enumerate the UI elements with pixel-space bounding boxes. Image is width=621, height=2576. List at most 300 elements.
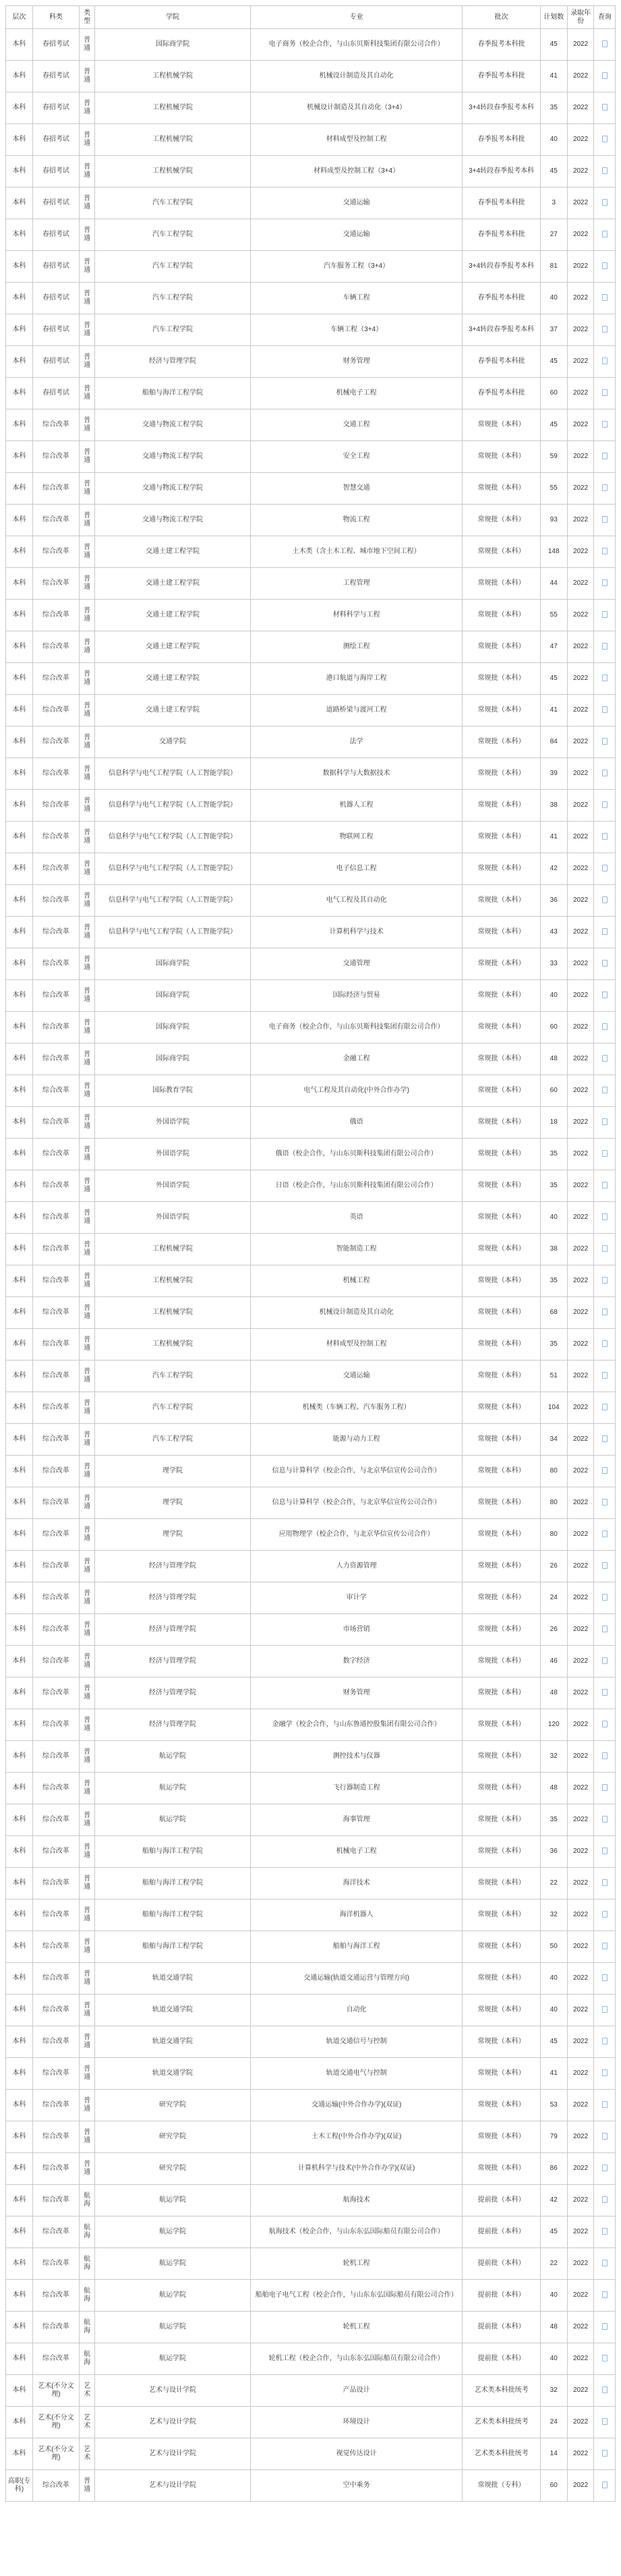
college-cell: 国际商学院: [95, 1012, 251, 1043]
query-cell[interactable]: [594, 536, 616, 568]
type-cell: 普通: [80, 124, 95, 156]
year-cell: 2022: [567, 536, 594, 568]
query-cell[interactable]: [594, 2280, 616, 2312]
query-cell[interactable]: [594, 156, 616, 188]
query-cell[interactable]: [594, 2312, 616, 2343]
table-row: [6, 2185, 616, 2216]
year-cell: 2022: [567, 1995, 594, 2026]
query-cell[interactable]: [594, 2185, 616, 2216]
query-link-icon[interactable]: [602, 2355, 608, 2362]
query-link-icon[interactable]: [602, 2101, 608, 2108]
query-link-icon[interactable]: [602, 1087, 608, 1093]
batch-cell: 常规批（本科）: [463, 2121, 540, 2153]
query-link-icon[interactable]: [602, 1245, 608, 1252]
college-cell: 汽车工程学院: [95, 1424, 251, 1456]
plan-count-cell: 33: [540, 948, 567, 980]
query-link-icon[interactable]: [602, 72, 608, 79]
query-cell[interactable]: [594, 600, 616, 631]
query-cell[interactable]: [594, 409, 616, 441]
query-cell[interactable]: [594, 1456, 616, 1487]
query-link-icon[interactable]: [602, 1657, 608, 1664]
query-cell[interactable]: [594, 1329, 616, 1361]
batch-cell: 常规批（本科）: [463, 409, 540, 441]
query-cell[interactable]: [594, 2216, 616, 2248]
query-cell[interactable]: [594, 2343, 616, 2375]
query-cell[interactable]: [594, 631, 616, 663]
level-cell: 本科: [6, 251, 33, 283]
query-link-icon[interactable]: [602, 1943, 608, 1949]
query-link-icon[interactable]: [602, 40, 608, 47]
plan-count-cell: 45: [540, 29, 567, 61]
query-cell[interactable]: [594, 2153, 616, 2185]
college-cell: 工程机械学院: [95, 61, 251, 92]
year-cell: 2022: [567, 663, 594, 695]
college-cell: 研究学院: [95, 2090, 251, 2121]
level-cell: 本科: [6, 695, 33, 726]
query-cell[interactable]: [594, 1424, 616, 1456]
major-cell: 自动化: [250, 1995, 463, 2026]
query-cell[interactable]: [594, 1170, 616, 1202]
query-link-icon[interactable]: [602, 865, 608, 871]
type-cell: 普通: [80, 1392, 95, 1424]
year-cell: 2022: [567, 1234, 594, 1265]
query-cell[interactable]: [594, 885, 616, 917]
query-link-icon[interactable]: [602, 1118, 608, 1125]
plan-count-cell: 38: [540, 790, 567, 822]
category-cell: 春招考试: [32, 314, 79, 346]
query-link-icon[interactable]: [602, 770, 608, 776]
major-cell: 法学: [250, 726, 463, 758]
query-link-icon[interactable]: [602, 611, 608, 618]
college-cell: 汽车工程学院: [95, 283, 251, 314]
query-link-icon[interactable]: [602, 167, 608, 174]
query-link-icon[interactable]: [602, 2482, 608, 2488]
query-link-icon[interactable]: [602, 516, 608, 523]
college-cell: 信息科学与电气工程学院（人工智能学院）: [95, 758, 251, 790]
batch-cell: 提前批（本科）: [463, 2216, 540, 2248]
plan-count-cell: 80: [540, 1519, 567, 1551]
query-cell[interactable]: [594, 2058, 616, 2090]
query-link-icon[interactable]: [602, 484, 608, 491]
query-link-icon[interactable]: [602, 453, 608, 459]
query-cell[interactable]: [594, 2026, 616, 2058]
query-cell[interactable]: [594, 283, 616, 314]
query-link-icon[interactable]: [602, 579, 608, 586]
plan-count-cell: 42: [540, 853, 567, 885]
year-cell: 2022: [567, 2121, 594, 2153]
major-cell: 船舶电子电气工程（校企合作，与山东东弘国际船员有限公司合作）: [250, 2280, 463, 2312]
query-link-icon[interactable]: [602, 231, 608, 237]
query-cell[interactable]: [594, 1297, 616, 1329]
type-cell: 普通: [80, 1963, 95, 1995]
query-link-icon[interactable]: [602, 548, 608, 554]
query-cell[interactable]: [594, 663, 616, 695]
query-link-icon[interactable]: [602, 1562, 608, 1569]
college-cell: 外国语学院: [95, 1139, 251, 1170]
query-link-icon[interactable]: [602, 2133, 608, 2140]
batch-cell: 3+4转段春季报考本科: [463, 92, 540, 124]
query-link-icon[interactable]: [602, 2260, 608, 2266]
type-cell: 普通: [80, 156, 95, 188]
table-row: [6, 1614, 616, 1646]
query-link-icon[interactable]: [602, 1974, 608, 1981]
batch-cell: 常规批（本科）: [463, 505, 540, 536]
query-link-icon[interactable]: [602, 1150, 608, 1157]
query-link-icon[interactable]: [602, 1213, 608, 1220]
batch-cell: 3+4转段春季报考本科: [463, 251, 540, 283]
college-cell: 国际商学院: [95, 1043, 251, 1075]
batch-cell: 常规批（本科）: [463, 1170, 540, 1202]
table-row: [6, 1868, 616, 1899]
college-cell: 轨道交通学院: [95, 1963, 251, 1995]
query-cell[interactable]: [594, 758, 616, 790]
query-link-icon[interactable]: [602, 1626, 608, 1632]
header-col-plan: 计划数: [540, 6, 567, 29]
query-cell[interactable]: [594, 790, 616, 822]
query-cell[interactable]: [594, 2121, 616, 2153]
query-link-icon[interactable]: [602, 2418, 608, 2425]
year-cell: 2022: [567, 473, 594, 505]
level-cell: 本科: [6, 2438, 33, 2470]
category-cell: 春招考试: [32, 251, 79, 283]
college-cell: 轨道交通学院: [95, 2058, 251, 2090]
major-cell: 审计学: [250, 1582, 463, 1614]
college-cell: 航运学院: [95, 2216, 251, 2248]
query-cell[interactable]: [594, 822, 616, 853]
query-cell[interactable]: [594, 1234, 616, 1265]
batch-cell: 常规批（本科）: [463, 2026, 540, 2058]
level-cell: 本科: [6, 2248, 33, 2280]
table-row: [6, 1392, 616, 1424]
major-cell: 测控技术与仪器: [250, 1741, 463, 1773]
query-link-icon[interactable]: [602, 2291, 608, 2298]
query-link-icon[interactable]: [602, 1689, 608, 1696]
category-cell: 综合改革: [32, 2058, 79, 2090]
query-cell[interactable]: [594, 1868, 616, 1899]
plan-count-cell: 45: [540, 2216, 567, 2248]
table-row: [6, 156, 616, 188]
level-cell: 本科: [6, 1170, 33, 1202]
query-cell[interactable]: [594, 568, 616, 600]
query-link-icon[interactable]: [602, 1309, 608, 1315]
query-link-icon[interactable]: [602, 833, 608, 840]
query-cell[interactable]: [594, 853, 616, 885]
query-link-icon[interactable]: [602, 1848, 608, 1854]
header-col-batch: 批次: [463, 6, 540, 29]
query-cell[interactable]: [594, 1995, 616, 2026]
query-link-icon[interactable]: [602, 199, 608, 206]
query-cell[interactable]: [594, 1392, 616, 1424]
query-link-icon[interactable]: [602, 2165, 608, 2171]
level-cell: 本科: [6, 346, 33, 378]
query-link-icon[interactable]: [602, 2069, 608, 2076]
query-cell[interactable]: [594, 378, 616, 409]
query-link-icon[interactable]: [602, 1911, 608, 1918]
type-cell: 普通: [80, 188, 95, 219]
query-link-icon[interactable]: [602, 992, 608, 998]
batch-cell: 常规批（本科）: [463, 885, 540, 917]
table-row: [6, 1773, 616, 1804]
query-cell[interactable]: [594, 1899, 616, 1931]
query-cell[interactable]: [594, 188, 616, 219]
query-cell[interactable]: [594, 1487, 616, 1519]
query-cell[interactable]: [594, 124, 616, 156]
batch-cell: 常规批（本科）: [463, 1456, 540, 1487]
query-link-icon[interactable]: [602, 1752, 608, 1759]
query-cell[interactable]: [594, 314, 616, 346]
plan-count-cell: 60: [540, 1012, 567, 1043]
plan-count-cell: 104: [540, 1392, 567, 1424]
college-cell: 航运学院: [95, 1804, 251, 1836]
table-row: [6, 1012, 616, 1043]
header-col-college: 学院: [95, 6, 251, 29]
query-cell[interactable]: [594, 1804, 616, 1836]
query-cell[interactable]: [594, 1614, 616, 1646]
college-cell: 交通土建工程学院: [95, 568, 251, 600]
level-cell: 本科: [6, 505, 33, 536]
query-cell[interactable]: [594, 1963, 616, 1995]
year-cell: 2022: [567, 1202, 594, 1234]
query-cell[interactable]: [594, 695, 616, 726]
plan-count-cell: 60: [540, 2470, 567, 2502]
category-cell: 春招考试: [32, 378, 79, 409]
level-cell: 本科: [6, 1582, 33, 1614]
batch-cell: 常规批（本科）: [463, 948, 540, 980]
query-link-icon[interactable]: [602, 389, 608, 396]
query-cell[interactable]: [594, 1043, 616, 1075]
category-cell: 综合改革: [32, 2470, 79, 2502]
query-cell[interactable]: [594, 917, 616, 948]
major-cell: 机械设计制造及其自动化: [250, 1297, 463, 1329]
query-cell[interactable]: [594, 2090, 616, 2121]
query-cell[interactable]: [594, 726, 616, 758]
major-cell: 市场营销: [250, 1614, 463, 1646]
query-link-icon[interactable]: [602, 2006, 608, 2013]
query-cell[interactable]: [594, 1709, 616, 1741]
category-cell: 综合改革: [32, 2248, 79, 2280]
query-cell[interactable]: [594, 1582, 616, 1614]
query-cell[interactable]: [594, 1361, 616, 1392]
query-cell[interactable]: [594, 1741, 616, 1773]
table-row: [6, 917, 616, 948]
college-cell: 外国语学院: [95, 1202, 251, 1234]
year-cell: 2022: [567, 1265, 594, 1297]
level-cell: 高职(专科): [6, 2470, 33, 2502]
type-cell: 普通: [80, 1931, 95, 1963]
query-cell[interactable]: [594, 2375, 616, 2407]
level-cell: 本科: [6, 1043, 33, 1075]
query-link-icon[interactable]: [602, 1816, 608, 1823]
query-cell[interactable]: [594, 29, 616, 61]
major-cell: 海洋技术: [250, 1868, 463, 1899]
query-link-icon[interactable]: [602, 2196, 608, 2203]
query-link-icon[interactable]: [602, 1023, 608, 1030]
query-link-icon[interactable]: [602, 1340, 608, 1347]
category-cell: 综合改革: [32, 1234, 79, 1265]
query-link-icon[interactable]: [602, 2038, 608, 2044]
query-link-icon[interactable]: [602, 2386, 608, 2393]
query-link-icon[interactable]: [602, 643, 608, 650]
query-link-icon[interactable]: [602, 357, 608, 364]
batch-cell: 常规批（本科）: [463, 1741, 540, 1773]
plan-count-cell: 81: [540, 251, 567, 283]
query-link-icon[interactable]: [602, 1182, 608, 1189]
query-cell[interactable]: [594, 346, 616, 378]
major-cell: 机械电子工程: [250, 378, 463, 409]
college-cell: 航运学院: [95, 1773, 251, 1804]
query-cell[interactable]: [594, 1202, 616, 1234]
type-cell: 普通: [80, 726, 95, 758]
plan-count-cell: 48: [540, 2312, 567, 2343]
query-cell[interactable]: [594, 219, 616, 251]
type-cell: 普通: [80, 663, 95, 695]
year-cell: 2022: [567, 948, 594, 980]
batch-cell: 常规批（专科）: [463, 2470, 540, 2502]
college-cell: 船舶与海洋工程学院: [95, 1836, 251, 1868]
batch-cell: 常规批（本科）: [463, 1995, 540, 2026]
major-cell: 产品设计: [250, 2375, 463, 2407]
query-cell[interactable]: [594, 2438, 616, 2470]
year-cell: 2022: [567, 980, 594, 1012]
year-cell: 2022: [567, 1899, 594, 1931]
year-cell: 2022: [567, 1297, 594, 1329]
query-link-icon[interactable]: [602, 1594, 608, 1601]
category-cell: 综合改革: [32, 1487, 79, 1519]
college-cell: 汽车工程学院: [95, 1392, 251, 1424]
year-cell: 2022: [567, 124, 594, 156]
query-cell[interactable]: [594, 251, 616, 283]
query-cell[interactable]: [594, 1931, 616, 1963]
header-col-type: 类型: [80, 6, 95, 29]
query-link-icon[interactable]: [602, 1499, 608, 1506]
level-cell: 本科: [6, 1995, 33, 2026]
type-cell: 普通: [80, 473, 95, 505]
query-link-icon[interactable]: [602, 1784, 608, 1791]
query-cell[interactable]: [594, 1646, 616, 1678]
query-cell[interactable]: [594, 2470, 616, 2502]
query-cell[interactable]: [594, 1519, 616, 1551]
table-row: [6, 2438, 616, 2470]
category-cell: 综合改革: [32, 1582, 79, 1614]
category-cell: 综合改革: [32, 1265, 79, 1297]
year-cell: 2022: [567, 409, 594, 441]
query-cell[interactable]: [594, 1678, 616, 1709]
query-link-icon[interactable]: [602, 2228, 608, 2235]
plan-count-cell: 40: [540, 124, 567, 156]
category-cell: 综合改革: [32, 1139, 79, 1170]
query-link-icon[interactable]: [602, 2450, 608, 2457]
type-cell: 航海: [80, 2248, 95, 2280]
query-cell[interactable]: [594, 1075, 616, 1107]
query-cell[interactable]: [594, 1773, 616, 1804]
query-link-icon[interactable]: [602, 1530, 608, 1537]
query-link-icon[interactable]: [602, 421, 608, 428]
category-cell: 综合改革: [32, 631, 79, 663]
query-cell[interactable]: [594, 441, 616, 473]
query-link-icon[interactable]: [602, 801, 608, 808]
query-link-icon[interactable]: [602, 1435, 608, 1442]
query-cell[interactable]: [594, 1265, 616, 1297]
query-link-icon[interactable]: [602, 706, 608, 713]
college-cell: 经济与管理学院: [95, 1678, 251, 1709]
query-cell[interactable]: [594, 92, 616, 124]
year-cell: 2022: [567, 283, 594, 314]
batch-cell: 常规批（本科）: [463, 631, 540, 663]
major-cell: 轮机工程（校企合作，与山东东弘国际船员有限公司合作）: [250, 2343, 463, 2375]
query-link-icon[interactable]: [602, 1467, 608, 1474]
query-link-icon[interactable]: [602, 104, 608, 111]
query-link-icon[interactable]: [602, 1372, 608, 1379]
query-cell[interactable]: [594, 2407, 616, 2438]
type-cell: 普通: [80, 631, 95, 663]
query-link-icon[interactable]: [602, 136, 608, 142]
query-link-icon[interactable]: [602, 1277, 608, 1284]
level-cell: 本科: [6, 1329, 33, 1361]
query-link-icon[interactable]: [602, 896, 608, 903]
query-cell[interactable]: [594, 505, 616, 536]
query-cell[interactable]: [594, 980, 616, 1012]
batch-cell: 春季报考本科批: [463, 346, 540, 378]
query-cell[interactable]: [594, 1107, 616, 1139]
query-link-icon[interactable]: [602, 1879, 608, 1886]
query-cell[interactable]: [594, 1836, 616, 1868]
level-cell: 本科: [6, 1963, 33, 1995]
level-cell: 本科: [6, 980, 33, 1012]
query-link-icon[interactable]: [602, 960, 608, 967]
query-cell[interactable]: [594, 1012, 616, 1043]
year-cell: 2022: [567, 1043, 594, 1075]
year-cell: 2022: [567, 2058, 594, 2090]
query-link-icon[interactable]: [602, 1721, 608, 1727]
query-link-icon[interactable]: [602, 1404, 608, 1410]
query-link-icon[interactable]: [602, 326, 608, 333]
major-cell: 海洋机器人: [250, 1899, 463, 1931]
batch-cell: 常规批（本科）: [463, 2090, 540, 2121]
query-cell[interactable]: [594, 948, 616, 980]
category-cell: 综合改革: [32, 1709, 79, 1741]
type-cell: 普通: [80, 980, 95, 1012]
query-cell[interactable]: [594, 1551, 616, 1582]
query-link-icon[interactable]: [602, 262, 608, 269]
table-row: [6, 473, 616, 505]
query-link-icon[interactable]: [602, 1055, 608, 1062]
batch-cell: 春季报考本科批: [463, 188, 540, 219]
plan-count-cell: 41: [540, 695, 567, 726]
query-link-icon[interactable]: [602, 738, 608, 745]
query-cell[interactable]: [594, 2248, 616, 2280]
query-link-icon[interactable]: [602, 928, 608, 935]
table-row: [6, 2343, 616, 2375]
year-cell: 2022: [567, 631, 594, 663]
query-cell[interactable]: [594, 1139, 616, 1170]
level-cell: 本科: [6, 1773, 33, 1804]
category-cell: 综合改革: [32, 1963, 79, 1995]
category-cell: 综合改革: [32, 2312, 79, 2343]
plan-count-cell: 45: [540, 409, 567, 441]
type-cell: 普通: [80, 251, 95, 283]
year-cell: 2022: [567, 1012, 594, 1043]
query-link-icon[interactable]: [602, 294, 608, 301]
query-cell[interactable]: [594, 61, 616, 92]
query-link-icon[interactable]: [602, 2323, 608, 2330]
type-cell: 普通: [80, 1773, 95, 1804]
college-cell: 工程机械学院: [95, 156, 251, 188]
major-cell: 道路桥梁与渡河工程: [250, 695, 463, 726]
query-link-icon[interactable]: [602, 675, 608, 681]
batch-cell: 常规批（本科）: [463, 1551, 540, 1582]
query-cell[interactable]: [594, 473, 616, 505]
major-cell: 工程管理: [250, 568, 463, 600]
